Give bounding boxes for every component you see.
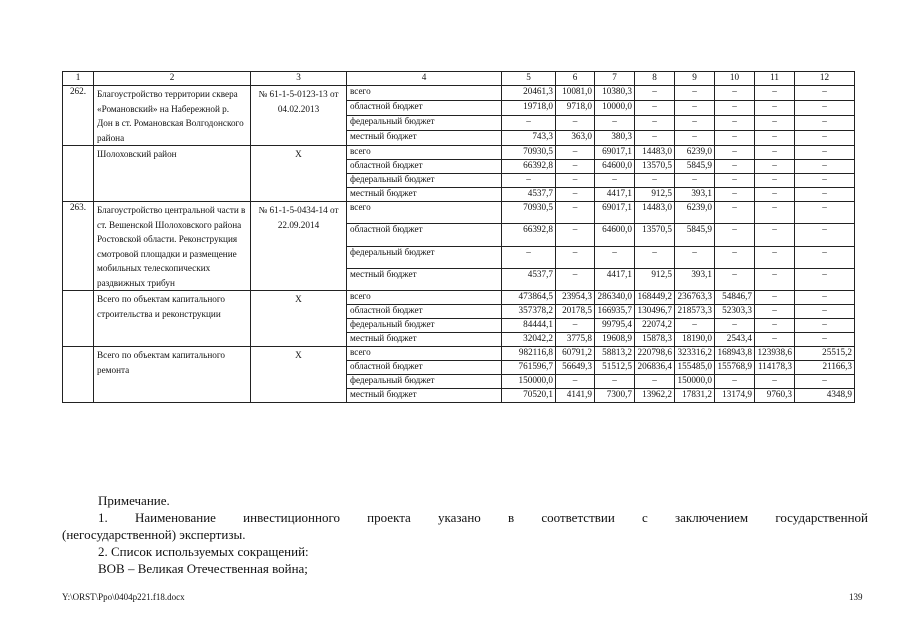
value-cell: 20178,5 <box>556 305 595 319</box>
table-row <box>63 202 855 224</box>
value-cell: – <box>675 86 715 101</box>
value-cell: 9718,0 <box>556 101 595 116</box>
value-cell: 13174,9 <box>715 389 755 403</box>
header-cell: 8 <box>635 72 675 86</box>
value-cell: 220798,6 <box>635 347 675 361</box>
value-cell: – <box>595 174 635 188</box>
notes-title: Примечание. <box>98 493 170 508</box>
table-row <box>63 291 855 305</box>
value-cell: – <box>675 101 715 116</box>
funding-source-cell: всего <box>347 291 502 305</box>
value-cell: – <box>755 305 795 319</box>
header-cell: 9 <box>675 72 715 86</box>
item-number-cell <box>63 291 94 347</box>
value-cell: 4537,7 <box>502 188 556 202</box>
value-cell: 84444,1 <box>502 319 556 333</box>
value-cell: 393,1 <box>675 188 715 202</box>
footer-page-number: 139 <box>849 592 863 602</box>
value-cell: 70930,5 <box>502 146 556 160</box>
value-cell: – <box>675 116 715 131</box>
value-cell: 13570,5 <box>635 160 675 174</box>
value-cell: 155485,0 <box>675 361 715 375</box>
value-cell: 19608,9 <box>595 333 635 347</box>
value-cell: 60791,2 <box>556 347 595 361</box>
value-cell: 393,1 <box>675 268 715 290</box>
note-item-3: ВОВ – Великая Отечественная война; <box>98 561 308 576</box>
value-cell: – <box>755 160 795 174</box>
value-cell: 357378,2 <box>502 305 556 319</box>
value-cell: – <box>715 86 755 101</box>
funding-source-cell: федеральный бюджет <box>347 319 502 333</box>
funding-source-cell: федеральный бюджет <box>347 375 502 389</box>
value-cell: – <box>595 116 635 131</box>
value-cell: – <box>715 246 755 268</box>
value-cell: – <box>556 268 595 290</box>
value-cell: – <box>755 174 795 188</box>
header-cell: 10 <box>715 72 755 86</box>
funding-source-cell: местный бюджет <box>347 131 502 146</box>
project-name-cell: Шолоховский район <box>94 146 251 202</box>
value-cell: – <box>635 86 675 101</box>
value-cell: 150000,0 <box>502 375 556 389</box>
funding-source-cell: областной бюджет <box>347 361 502 375</box>
value-cell: – <box>795 131 855 146</box>
value-cell: – <box>635 246 675 268</box>
value-cell: 743,3 <box>502 131 556 146</box>
value-cell: – <box>556 188 595 202</box>
note-item-2: 2. Список используемых сокращений: <box>98 544 309 559</box>
value-cell: 54846,7 <box>715 291 755 305</box>
budget-table <box>62 71 855 403</box>
value-cell: 15878,3 <box>635 333 675 347</box>
value-cell: 13962,2 <box>635 389 675 403</box>
header-cell: 2 <box>94 72 251 86</box>
value-cell: 22074,2 <box>635 319 675 333</box>
value-cell: 3775,8 <box>556 333 595 347</box>
value-cell: 25515,2 <box>795 347 855 361</box>
item-number-cell: 263. <box>63 202 94 291</box>
value-cell: 51512,5 <box>595 361 635 375</box>
footer-file-path: Y:\ORST\Ppo\0404p221.f18.docx <box>62 592 185 602</box>
value-cell: – <box>755 268 795 290</box>
project-name-cell: Благоустройство территории сквера «Романовский» на Набережной р. Дон в ст. Романовская Волгодонского района <box>94 86 251 146</box>
value-cell: 10000,0 <box>595 101 635 116</box>
funding-source-cell: федеральный бюджет <box>347 246 502 268</box>
project-name-cell: Благоустройство центральной части в ст. Вешенской Шолоховского района Ростовской области. Реконструкция смотровой площадки и размещение мобильных телескопических раздвижных трибун <box>94 202 251 291</box>
value-cell: 64600,0 <box>595 160 635 174</box>
value-cell: – <box>635 174 675 188</box>
header-cell: 11 <box>755 72 795 86</box>
table-row <box>63 146 855 160</box>
value-cell: 10380,3 <box>595 86 635 101</box>
expertise-doc-cell: № 61-1-5-0434-14 от 22.09.2014 <box>251 202 347 291</box>
value-cell: – <box>715 202 755 224</box>
value-cell: – <box>715 188 755 202</box>
project-name-cell: Всего по объектам капитального строительства и реконструкции <box>94 291 251 347</box>
table-header-row <box>63 72 855 86</box>
value-cell: – <box>556 375 595 389</box>
value-cell: – <box>675 131 715 146</box>
value-cell: – <box>755 224 795 246</box>
value-cell: 4417,1 <box>595 188 635 202</box>
note-item-1-line-1: 1. Наименование инвестиционного проекта указано в соответствии с заключением государственной <box>98 510 868 525</box>
value-cell: 58813,2 <box>595 347 635 361</box>
value-cell: – <box>675 319 715 333</box>
value-cell: 10081,0 <box>556 86 595 101</box>
value-cell: – <box>715 160 755 174</box>
value-cell: 380,3 <box>595 131 635 146</box>
value-cell: – <box>755 319 795 333</box>
header-cell: 1 <box>63 72 94 86</box>
funding-source-cell: федеральный бюджет <box>347 174 502 188</box>
value-cell: 52303,3 <box>715 305 755 319</box>
value-cell: 236763,3 <box>675 291 715 305</box>
value-cell: 473864,5 <box>502 291 556 305</box>
value-cell: – <box>755 146 795 160</box>
value-cell: – <box>715 319 755 333</box>
value-cell: 155768,9 <box>715 361 755 375</box>
value-cell: – <box>755 291 795 305</box>
value-cell: – <box>556 224 595 246</box>
value-cell: – <box>715 116 755 131</box>
value-cell: 23954,3 <box>556 291 595 305</box>
item-number-cell: 262. <box>63 86 94 146</box>
value-cell: – <box>502 116 556 131</box>
value-cell: 69017,1 <box>595 202 635 224</box>
value-cell: 7300,7 <box>595 389 635 403</box>
value-cell: 363,0 <box>556 131 595 146</box>
item-number-cell <box>63 347 94 403</box>
value-cell: 4417,1 <box>595 268 635 290</box>
value-cell: 70930,5 <box>502 202 556 224</box>
value-cell: 13570,5 <box>635 224 675 246</box>
funding-source-cell: областной бюджет <box>347 224 502 246</box>
value-cell: 99795,4 <box>595 319 635 333</box>
value-cell: 9760,3 <box>755 389 795 403</box>
value-cell: – <box>556 202 595 224</box>
value-cell: – <box>715 375 755 389</box>
value-cell: – <box>556 146 595 160</box>
header-cell: 5 <box>502 72 556 86</box>
value-cell: 168943,8 <box>715 347 755 361</box>
value-cell: – <box>795 146 855 160</box>
value-cell: – <box>755 101 795 116</box>
value-cell: – <box>675 246 715 268</box>
value-cell: 218573,3 <box>675 305 715 319</box>
expertise-doc-cell: Х <box>251 291 347 347</box>
value-cell: 69017,1 <box>595 146 635 160</box>
value-cell: – <box>595 375 635 389</box>
value-cell: 18190,0 <box>675 333 715 347</box>
value-cell: 123938,6 <box>755 347 795 361</box>
value-cell: 150000,0 <box>675 375 715 389</box>
project-name-cell: Всего по объектам капитального ремонта <box>94 347 251 403</box>
value-cell: 912,5 <box>635 188 675 202</box>
value-cell: 14483,0 <box>635 202 675 224</box>
expertise-doc-cell: Х <box>251 347 347 403</box>
value-cell: – <box>715 174 755 188</box>
value-cell: – <box>556 116 595 131</box>
funding-source-cell: всего <box>347 347 502 361</box>
funding-source-cell: местный бюджет <box>347 333 502 347</box>
value-cell: – <box>795 291 855 305</box>
value-cell: 6239,0 <box>675 202 715 224</box>
value-cell: 66392,8 <box>502 160 556 174</box>
value-cell: – <box>502 246 556 268</box>
funding-source-cell: областной бюджет <box>347 101 502 116</box>
value-cell: – <box>715 224 755 246</box>
value-cell: 166935,7 <box>595 305 635 319</box>
value-cell: – <box>795 160 855 174</box>
item-number-cell <box>63 146 94 202</box>
value-cell: 5845,9 <box>675 224 715 246</box>
value-cell: – <box>795 224 855 246</box>
value-cell: 66392,8 <box>502 224 556 246</box>
value-cell: 4348,9 <box>795 389 855 403</box>
value-cell: – <box>795 319 855 333</box>
value-cell: 114178,3 <box>755 361 795 375</box>
value-cell: – <box>635 116 675 131</box>
value-cell: – <box>795 268 855 290</box>
expertise-doc-cell: № 61-1-5-0123-13 от 04.02.2013 <box>251 86 347 146</box>
table-row <box>63 86 855 101</box>
value-cell: 17831,2 <box>675 389 715 403</box>
table-row <box>63 347 855 361</box>
value-cell: – <box>715 131 755 146</box>
value-cell: 912,5 <box>635 268 675 290</box>
value-cell: – <box>755 202 795 224</box>
value-cell: 761596,7 <box>502 361 556 375</box>
value-cell: – <box>795 86 855 101</box>
value-cell: – <box>556 174 595 188</box>
funding-source-cell: местный бюджет <box>347 268 502 290</box>
header-cell: 7 <box>595 72 635 86</box>
value-cell: 2543,4 <box>715 333 755 347</box>
funding-source-cell: областной бюджет <box>347 305 502 319</box>
funding-source-cell: всего <box>347 86 502 101</box>
value-cell: – <box>595 246 635 268</box>
value-cell: – <box>755 116 795 131</box>
value-cell: 4141,9 <box>556 389 595 403</box>
value-cell: – <box>502 174 556 188</box>
header-cell: 6 <box>556 72 595 86</box>
value-cell: – <box>755 246 795 268</box>
funding-source-cell: местный бюджет <box>347 188 502 202</box>
value-cell: – <box>715 268 755 290</box>
value-cell: 32042,2 <box>502 333 556 347</box>
value-cell: – <box>755 188 795 202</box>
value-cell: – <box>795 333 855 347</box>
value-cell: – <box>556 319 595 333</box>
value-cell: – <box>556 246 595 268</box>
value-cell: 19718,0 <box>502 101 556 116</box>
value-cell: – <box>795 305 855 319</box>
funding-source-cell: всего <box>347 202 502 224</box>
header-cell: 4 <box>347 72 502 86</box>
value-cell: – <box>795 101 855 116</box>
value-cell: 168449,2 <box>635 291 675 305</box>
value-cell: – <box>795 246 855 268</box>
funding-source-cell: федеральный бюджет <box>347 116 502 131</box>
value-cell: – <box>635 131 675 146</box>
funding-source-cell: областной бюджет <box>347 160 502 174</box>
value-cell: – <box>795 375 855 389</box>
value-cell: – <box>755 375 795 389</box>
value-cell: 286340,0 <box>595 291 635 305</box>
value-cell: 14483,0 <box>635 146 675 160</box>
value-cell: 6239,0 <box>675 146 715 160</box>
value-cell: 56649,3 <box>556 361 595 375</box>
note-item-1-line-2: (негосударственной) экспертизы. <box>62 527 246 542</box>
value-cell: 20461,3 <box>502 86 556 101</box>
value-cell: – <box>635 101 675 116</box>
value-cell: 21166,3 <box>795 361 855 375</box>
value-cell: – <box>795 116 855 131</box>
value-cell: 206836,4 <box>635 361 675 375</box>
value-cell: – <box>675 174 715 188</box>
value-cell: – <box>715 146 755 160</box>
value-cell: – <box>795 202 855 224</box>
value-cell: 64600,0 <box>595 224 635 246</box>
value-cell: – <box>715 101 755 116</box>
value-cell: – <box>755 131 795 146</box>
value-cell: 323316,2 <box>675 347 715 361</box>
funding-source-cell: местный бюджет <box>347 389 502 403</box>
funding-source-cell: всего <box>347 146 502 160</box>
value-cell: 130496,7 <box>635 305 675 319</box>
header-cell: 12 <box>795 72 855 86</box>
value-cell: 5845,9 <box>675 160 715 174</box>
value-cell: 4537,7 <box>502 268 556 290</box>
value-cell: – <box>755 333 795 347</box>
notes-block <box>62 492 868 577</box>
value-cell: 70520,1 <box>502 389 556 403</box>
value-cell: – <box>755 86 795 101</box>
value-cell: 982116,8 <box>502 347 556 361</box>
value-cell: – <box>556 160 595 174</box>
value-cell: – <box>635 375 675 389</box>
header-cell: 3 <box>251 72 347 86</box>
value-cell: – <box>795 188 855 202</box>
value-cell: – <box>795 174 855 188</box>
expertise-doc-cell: Х <box>251 146 347 202</box>
